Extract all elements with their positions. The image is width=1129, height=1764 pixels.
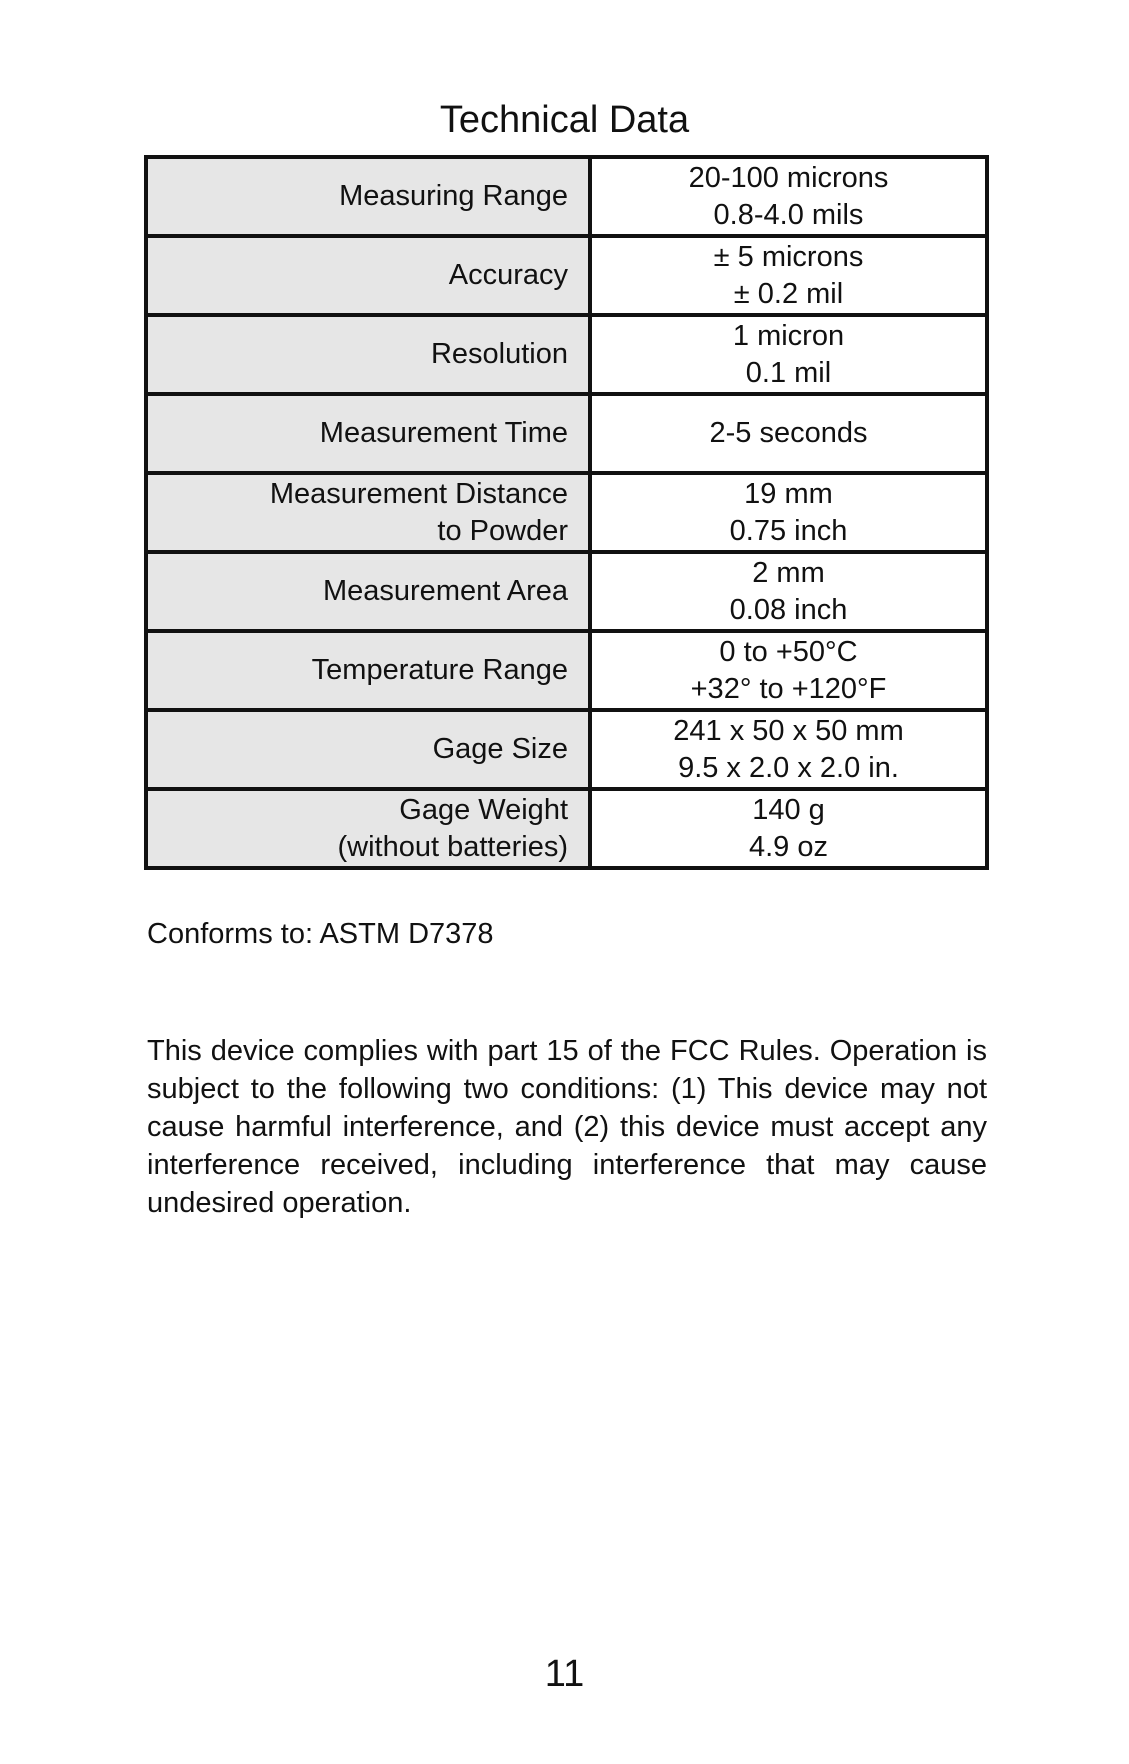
table-row (146, 473, 987, 552)
spec-value-line: 0.08 inch (729, 593, 848, 626)
spec-label (146, 315, 590, 394)
spec-value-line: 1 micron (732, 319, 845, 352)
spec-value-line: 20-100 microns (688, 161, 889, 194)
table-row (146, 236, 987, 315)
spec-value (590, 631, 987, 710)
fcc-notice: This device complies with part 15 of the FCC Rules. Operation is subject to the following two conditions: (1) This device may not cause harmful interference, and (2) this device must accept any interference received, including interference that may cause undesired operation. (147, 1035, 987, 1219)
technical-data-table (144, 155, 989, 870)
spec-value-line: 0.8-4.0 mils (713, 198, 864, 231)
spec-value-line: 0 to +50°C (719, 635, 858, 668)
spec-value (590, 236, 987, 315)
spec-label-line: Accuracy (448, 259, 568, 291)
spec-label (146, 789, 590, 868)
page-title: Technical Data (439, 99, 690, 141)
spec-value-line: 241 x 50 x 50 mm (673, 714, 904, 747)
spec-value (590, 552, 987, 631)
spec-value-line: ± 0.2 mil (733, 277, 844, 310)
spec-value-line: 9.5 x 2.0 x 2.0 in. (678, 751, 899, 784)
spec-value-line: 140 g (752, 793, 825, 826)
spec-label-line: to Powder (437, 514, 568, 547)
spec-label (146, 473, 590, 552)
table-row (146, 552, 987, 631)
spec-value (590, 473, 987, 552)
spec-label-line: Gage Size (432, 733, 568, 765)
table-row (146, 631, 987, 710)
spec-value (590, 315, 987, 394)
spec-label (146, 394, 590, 473)
spec-label-line: (without batteries) (337, 830, 568, 863)
spec-value-line: 2 mm (752, 556, 825, 589)
spec-value (590, 710, 987, 789)
spec-label-line: Resolution (430, 338, 568, 370)
spec-value (590, 157, 987, 236)
spec-value (590, 394, 987, 473)
spec-label (146, 552, 590, 631)
spec-value-line: +32° to +120°F (690, 672, 887, 705)
table-row (146, 157, 987, 236)
spec-value-line: 4.9 oz (749, 830, 828, 863)
table-row (146, 789, 987, 868)
spec-value-line: ± 5 microns (713, 240, 864, 273)
spec-label-line: Measuring Range (339, 180, 568, 212)
table-row (146, 394, 987, 473)
spec-label (146, 631, 590, 710)
spec-value-line: 19 mm (744, 477, 833, 510)
spec-label-line: Gage Weight (399, 793, 568, 826)
spec-label-line: Measurement Time (319, 417, 568, 449)
conforms-standard: Conforms to: ASTM D7378 (147, 918, 494, 950)
spec-value-line: 2-5 seconds (709, 417, 868, 449)
spec-label-line: Measurement Distance (269, 477, 568, 510)
spec-value (590, 789, 987, 868)
spec-value-line: 0.75 inch (729, 514, 848, 547)
spec-label (146, 236, 590, 315)
spec-value-line: 0.1 mil (745, 356, 832, 389)
page-number: 11 (544, 1653, 585, 1695)
spec-label-line: Temperature Range (311, 654, 568, 686)
spec-label (146, 710, 590, 789)
spec-label (146, 157, 590, 236)
table-row (146, 710, 987, 789)
spec-label-line: Measurement Area (322, 575, 568, 607)
table-row (146, 315, 987, 394)
